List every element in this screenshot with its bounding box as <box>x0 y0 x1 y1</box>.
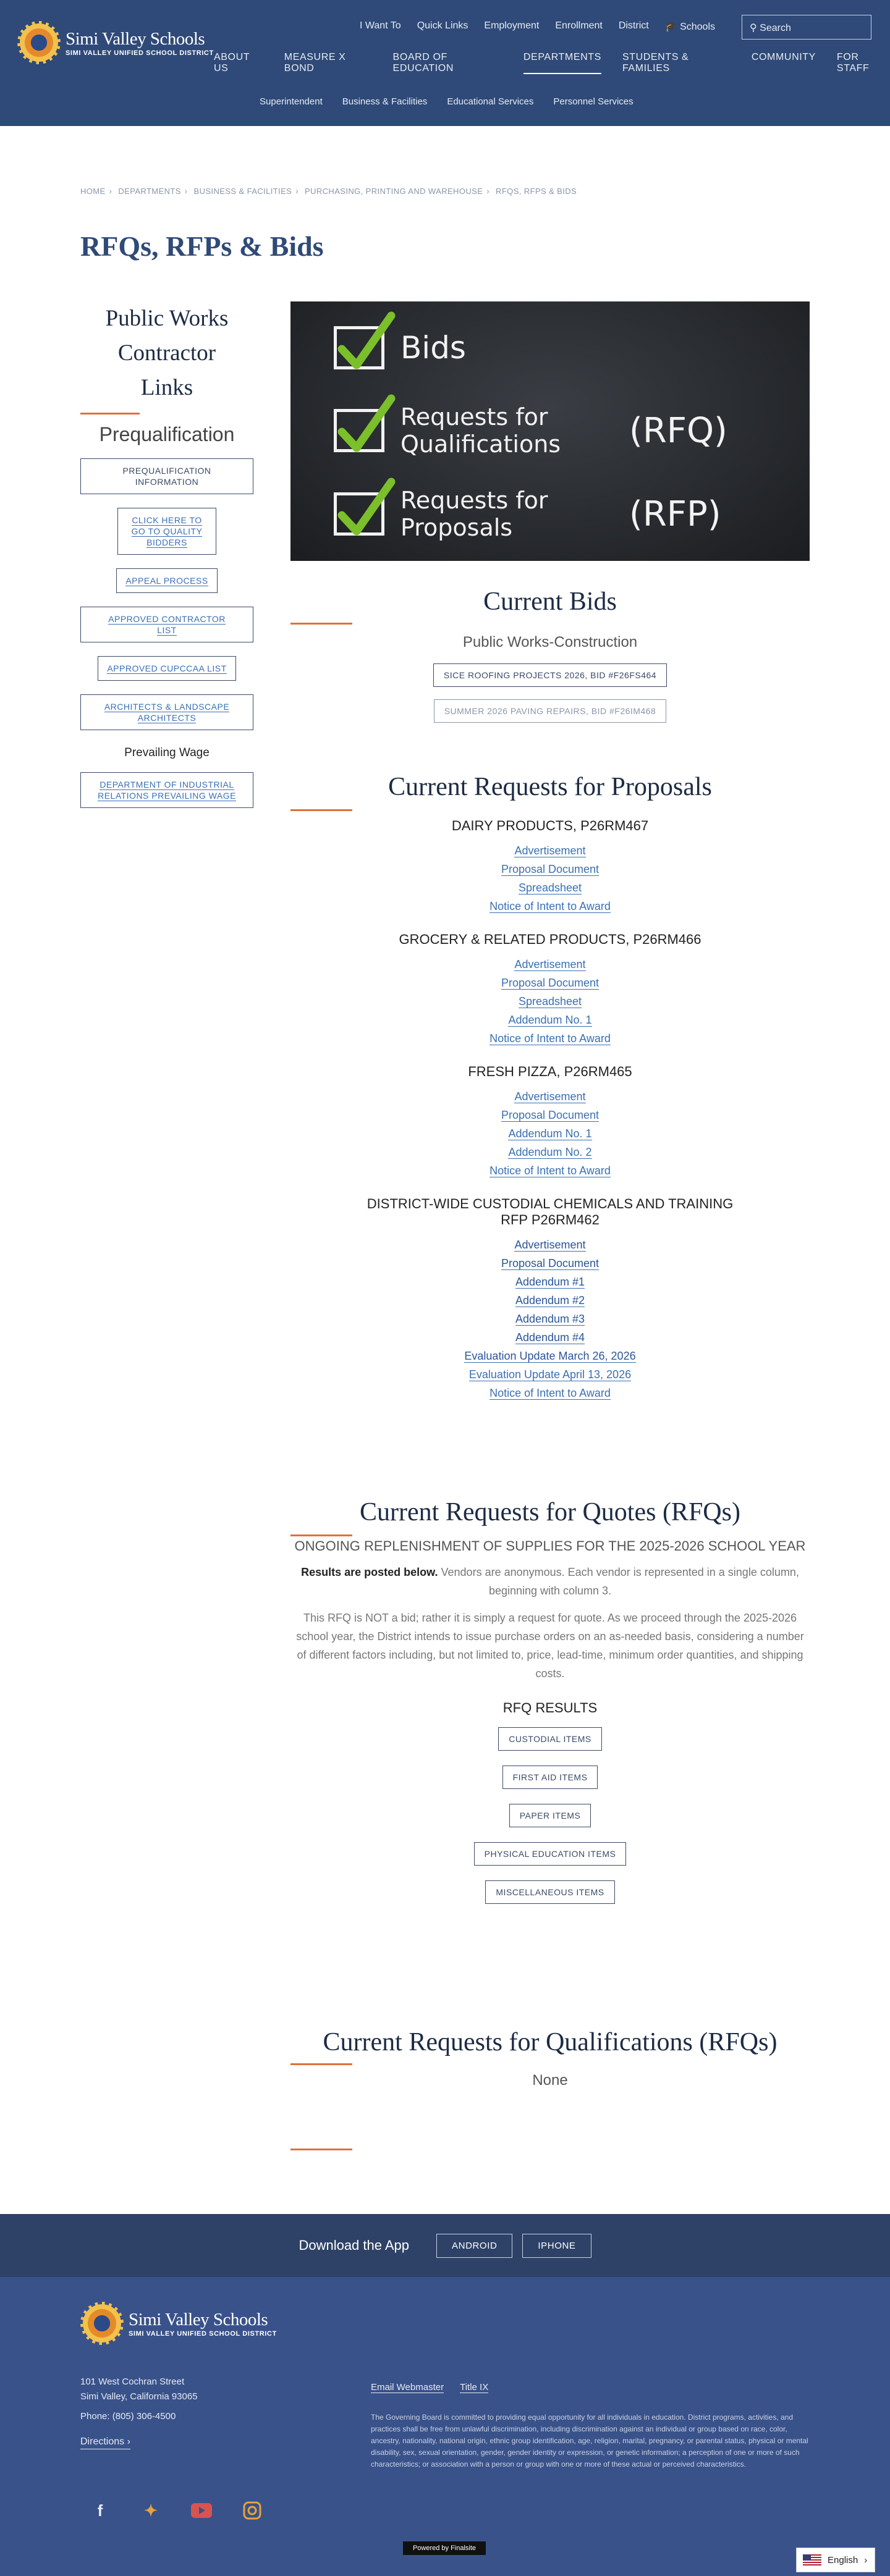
custodial-addendum1-link[interactable] <box>515 1276 585 1289</box>
util-i-want-to[interactable]: I Want To <box>360 20 401 31</box>
rfp-dairy-title: DAIRY PRODUCTS, P26RM467 <box>451 818 649 833</box>
chevron-icon: › <box>295 187 299 196</box>
crumb-current: RFQS, RFPS & BIDS <box>496 187 577 196</box>
quotes-rfq-note: This RFQ is NOT a bid; rather it is simply a request for quote. As we proceed through the 2025-2026 school year, the District intends to issue purchase orders on an as-needed basis, considering a number of different factors including, but not limited to, price, lead-time, minimum order quantities, and shipping costs. <box>296 1612 804 1680</box>
directions-link[interactable]: Directions › <box>80 2436 130 2449</box>
pizza-notice-link[interactable] <box>490 1164 611 1177</box>
custodial-notice-link[interactable] <box>490 1387 611 1400</box>
prevailing-wage-heading: Prevailing Wage <box>124 746 210 759</box>
dairy-notice-link[interactable] <box>490 900 611 913</box>
link-text: Proposal Document <box>501 977 600 989</box>
rfp-pizza-title: FRESH PIZZA, P26RM465 <box>468 1064 632 1079</box>
footer-logo[interactable] <box>80 2302 277 2345</box>
crumb-purchasing[interactable]: PURCHASING, PRINTING AND WAREHOUSE <box>304 187 483 196</box>
search-input[interactable] <box>742 15 871 40</box>
qualifications-none: None <box>532 2072 568 2089</box>
check-box-icon <box>334 409 384 452</box>
check-box-icon <box>334 492 384 536</box>
site-footer <box>0 2277 890 2576</box>
link-text: Addendum #3 <box>515 1313 585 1325</box>
sidebar <box>80 301 253 822</box>
android-button[interactable]: ANDROID <box>436 2234 512 2258</box>
site-header <box>0 0 890 126</box>
current-bids-section <box>290 587 810 723</box>
rfq-results-title: RFQ RESULTS <box>502 1700 598 1715</box>
results-posted-bold: Results are posted below. <box>301 1566 438 1578</box>
chevron-icon: › <box>486 187 490 196</box>
download-app-bar <box>0 2214 890 2277</box>
flag-us-icon <box>803 2554 821 2565</box>
approved-cupccaa-list-button[interactable] <box>98 656 235 681</box>
download-app-label: Download the App <box>299 2237 410 2253</box>
chevron-icon: › <box>864 2554 868 2565</box>
util-district[interactable]: District <box>618 20 649 31</box>
qualifications-title: Current Requests for Qualifications (RFQs) <box>323 2028 778 2056</box>
grocery-notice-link[interactable] <box>490 1032 611 1045</box>
dir-prevailing-wage-button[interactable] <box>80 772 253 808</box>
logo-district: SIMI VALLEY UNIFIED SCHOOL DISTRICT <box>66 49 214 57</box>
rfp-pizza-links <box>290 1087 810 1180</box>
quotes-results-note <box>290 1563 810 1600</box>
grocery-addendum1-link[interactable] <box>508 1014 591 1027</box>
bids-subtitle: Public Works-Construction <box>462 634 638 650</box>
quotes-title: Current Requests for Quotes (RFQs) <box>360 1498 740 1526</box>
sub-nav <box>260 96 634 107</box>
util-quick-links[interactable]: Quick Links <box>417 20 468 31</box>
link-text: Evaluation Update April 13, 2026 <box>468 1368 632 1381</box>
link-text: Addendum No. 2 <box>508 1146 592 1158</box>
link-text: Notice of Intent to Award <box>490 1032 611 1045</box>
address-line-2: Simi Valley, California 93065 <box>80 2391 198 2402</box>
link-text: Proposal Document <box>501 863 600 875</box>
custodial-eval-march-link[interactable] <box>464 1350 635 1363</box>
link-text: Notice of Intent to Award <box>490 1387 611 1399</box>
rfp-grocery-title: GROCERY & RELATED PRODUCTS, P26RM466 <box>399 932 701 947</box>
pizza-proposal-link[interactable] <box>501 1109 599 1122</box>
phone: Phone: (805) 306-4500 <box>80 2411 176 2422</box>
page-title: RFQs, RFPs & Bids <box>80 230 324 262</box>
footer-logo-district: SIMI VALLEY UNIFIED SCHOOL DISTRICT <box>129 2330 277 2338</box>
custodial-addendum3-link[interactable] <box>515 1313 585 1326</box>
link-text: Proposal Document <box>501 1257 600 1269</box>
link-text: Addendum No. 1 <box>508 1127 592 1140</box>
district-logo[interactable] <box>17 21 214 64</box>
instagram-icon[interactable] <box>241 2499 263 2522</box>
dairy-advertisement-link[interactable] <box>514 844 585 857</box>
link-text: Advertisement <box>514 844 586 857</box>
link-text: Notice of Intent to Award <box>490 1164 611 1177</box>
nav-departments[interactable]: DEPARTMENTS <box>523 52 601 74</box>
search-placeholder: Search <box>760 23 791 33</box>
link-text: Proposal Document <box>501 1109 600 1121</box>
prequalification-info-button[interactable]: PREQUALIFICATION INFORMATION <box>80 458 253 494</box>
address-line-1: 101 West Cochran Street <box>80 2376 185 2387</box>
proposals-title: Current Requests for Proposals <box>388 773 712 801</box>
quotes-subtitle: ONGOING REPLENISHMENT OF SUPPLIES FOR THE 2025-2026 SCHOOL YEAR <box>294 1538 806 1554</box>
link-text: Advertisement <box>514 1239 586 1251</box>
appeal-process-button[interactable] <box>116 568 217 593</box>
nondiscrimination-statement: The Governing Board is committed to providing equal opportunity for all individuals in education. District programs, activities, and practices shall be free from unlawful discrimination, including discrimination against an individual or group based on race, color, ancestry, nationality, national origin, ethnic group identification, age, religion, marital, pregnancy, or parental status, physical or mental disability, sex, sexual orientation, gender, gender identity or expression, or genetic information; a perception of one or more of such characteristics; or association with a person or group with one or more of these actual or perceived characteristics. <box>371 2413 808 2469</box>
quality-bidders-label: CLICK HERE TO GO TO QUALITY BIDDERS <box>131 515 203 547</box>
architects-button[interactable] <box>80 694 253 730</box>
custodial-advertisement-link[interactable] <box>514 1239 585 1252</box>
hero-line-rfq: Requests for Qualifications <box>400 403 561 458</box>
appeal-process-label: APPEAL PROCESS <box>125 576 208 586</box>
custodial-items-button[interactable]: CUSTODIAL ITEMS <box>498 1727 602 1751</box>
sidebar-heading: Public Works Contractor Links <box>105 306 229 400</box>
grocery-proposal-link[interactable] <box>501 977 599 990</box>
link-text: Notice of Intent to Award <box>490 900 611 912</box>
language-label: English <box>828 2554 858 2565</box>
util-employment[interactable]: Employment <box>484 20 540 31</box>
footer-links <box>371 2382 488 2393</box>
crumb-home[interactable]: HOME <box>80 187 106 196</box>
hero-tag-rfp: (RFP) <box>629 494 721 534</box>
sun-logo-icon <box>17 21 61 64</box>
custodial-proposal-link[interactable] <box>501 1257 599 1270</box>
subnav-superintendent[interactable]: Superintendent <box>260 96 323 107</box>
language-selector[interactable] <box>796 2548 875 2572</box>
sun-logo-icon <box>80 2302 124 2345</box>
footer-address <box>80 2375 198 2424</box>
rfp-dairy-links <box>290 841 810 915</box>
first-aid-items-button[interactable]: FIRST AID ITEMS <box>502 1766 598 1789</box>
util-schools[interactable] <box>665 20 715 33</box>
facebook-icon[interactable]: f <box>97 2501 103 2520</box>
grocery-spreadsheet-link[interactable] <box>519 995 582 1008</box>
misc-items-button[interactable]: MISCELLANEOUS ITEMS <box>485 1880 614 1904</box>
crumb-departments[interactable]: DEPARTMENTS <box>118 187 181 196</box>
quality-bidders-button[interactable] <box>117 508 216 555</box>
pizza-addendum1-link[interactable] <box>508 1127 591 1140</box>
section-accent-line <box>290 2149 352 2150</box>
breadcrumb <box>80 187 580 196</box>
qualifications-section <box>290 2027 810 2089</box>
powered-by-finalsite[interactable]: Powered by Finalsite <box>403 2541 486 2555</box>
results-posted-text: Vendors are anonymous. Each vendor is represented in a single column, beginning with column 3. <box>438 1566 799 1597</box>
nav-community[interactable]: COMMUNITY <box>751 52 816 62</box>
twitter-icon[interactable]: ✦ <box>144 2501 158 2520</box>
link-text: Addendum No. 1 <box>508 1014 592 1026</box>
util-schools-label: Schools <box>680 22 715 32</box>
hero-line-rfp: Requests for Proposals <box>400 487 548 541</box>
approved-cupccaa-label: APPROVED CUPCCAA LIST <box>107 663 227 673</box>
utility-nav <box>360 20 715 33</box>
dairy-proposal-link[interactable] <box>501 863 599 876</box>
quotes-section <box>290 1497 810 1904</box>
approved-contractor-list-button[interactable] <box>80 607 253 642</box>
grocery-advertisement-link[interactable] <box>514 958 585 971</box>
nav-for-staff[interactable]: FOR STAFF <box>836 52 870 74</box>
architects-label: ARCHITECTS & LANDSCAPE ARCHITECTS <box>104 702 230 723</box>
nav-board-of-education[interactable]: BOARD OF EDUCATION <box>392 52 454 74</box>
nav-measure-x-bond[interactable]: MEASURE X BOND <box>284 52 346 74</box>
link-text: Addendum #4 <box>515 1331 585 1344</box>
link-text: Spreadsheet <box>518 882 582 894</box>
dir-prevailing-wage-label: DEPARTMENT OF INDUSTRIAL RELATIONS PREVAILING WAGE <box>98 780 236 801</box>
current-bids-title: Current Bids <box>483 587 617 616</box>
youtube-icon[interactable] <box>190 2499 213 2522</box>
custodial-addendum4-link[interactable] <box>515 1331 585 1344</box>
sidebar-subheading: Prequalification <box>99 423 235 445</box>
bid-paving-button[interactable]: SUMMER 2026 PAVING REPAIRS, BID #F26IM468 <box>434 699 667 723</box>
chevron-icon: › <box>184 187 188 196</box>
email-webmaster-link[interactable]: Email Webmaster <box>371 2382 444 2393</box>
paper-items-button[interactable]: PAPER ITEMS <box>509 1804 591 1827</box>
main-nav <box>214 52 890 74</box>
nav-students-families[interactable]: STUDENTS & FAMILIES <box>622 52 689 74</box>
check-box-icon <box>334 326 384 369</box>
util-enrollment[interactable]: Enrollment <box>555 20 603 31</box>
rfp-custodial-title: DISTRICT-WIDE CUSTODIAL CHEMICALS AND TRAINING <box>367 1196 734 1211</box>
pe-items-button[interactable]: PHYSICAL EDUCATION ITEMS <box>474 1842 627 1866</box>
link-text: Advertisement <box>514 1090 586 1103</box>
title-ix-link[interactable]: Title IX <box>460 2382 489 2393</box>
link-text: Evaluation Update March 26, 2026 <box>464 1350 636 1362</box>
bids-rfq-rfp-chalkboard-image <box>290 301 810 561</box>
search-icon: ⚲ <box>750 23 757 33</box>
hero-tag-rfq: (RFQ) <box>629 410 727 451</box>
custodial-addendum2-link[interactable] <box>515 1294 585 1307</box>
dairy-spreadsheet-link[interactable] <box>519 882 582 894</box>
custodial-eval-april-link[interactable] <box>469 1368 631 1381</box>
link-text: Advertisement <box>514 958 586 970</box>
rfp-custodial-links <box>290 1235 810 1402</box>
subnav-business-facilities[interactable]: Business & Facilities <box>342 96 428 107</box>
iphone-button[interactable]: IPHONE <box>522 2234 591 2258</box>
rfp-grocery-links <box>290 955 810 1048</box>
rfp-custodial-number: RFP P26RM462 <box>501 1212 600 1227</box>
bid-roofing-button[interactable]: SICE ROOFING PROJECTS 2026, BID #F26FS464 <box>433 663 667 687</box>
link-text: Addendum #2 <box>515 1294 585 1307</box>
approved-contractor-label: APPROVED CONTRACTOR LIST <box>108 614 226 635</box>
sidebar-accent-line <box>80 413 140 415</box>
footer-logo-name: Simi Valley Schools <box>129 2309 268 2330</box>
hero-line-bids: Bids <box>400 330 466 366</box>
subnav-educational-services[interactable]: Educational Services <box>447 96 534 107</box>
pizza-addendum2-link[interactable] <box>508 1146 591 1159</box>
subnav-personnel-services[interactable]: Personnel Services <box>553 96 634 107</box>
proposals-section <box>290 772 810 1402</box>
logo-name: Simi Valley Schools <box>66 28 205 49</box>
schools-cap-icon: 🎓 <box>664 22 677 32</box>
nav-about-us[interactable]: ABOUT US <box>214 52 250 74</box>
pizza-advertisement-link[interactable] <box>514 1090 585 1103</box>
chevron-icon: › <box>109 187 112 196</box>
link-text: Addendum #1 <box>515 1276 585 1288</box>
crumb-business[interactable]: BUSINESS & FACILITIES <box>193 187 292 196</box>
link-text: Spreadsheet <box>518 995 582 1008</box>
